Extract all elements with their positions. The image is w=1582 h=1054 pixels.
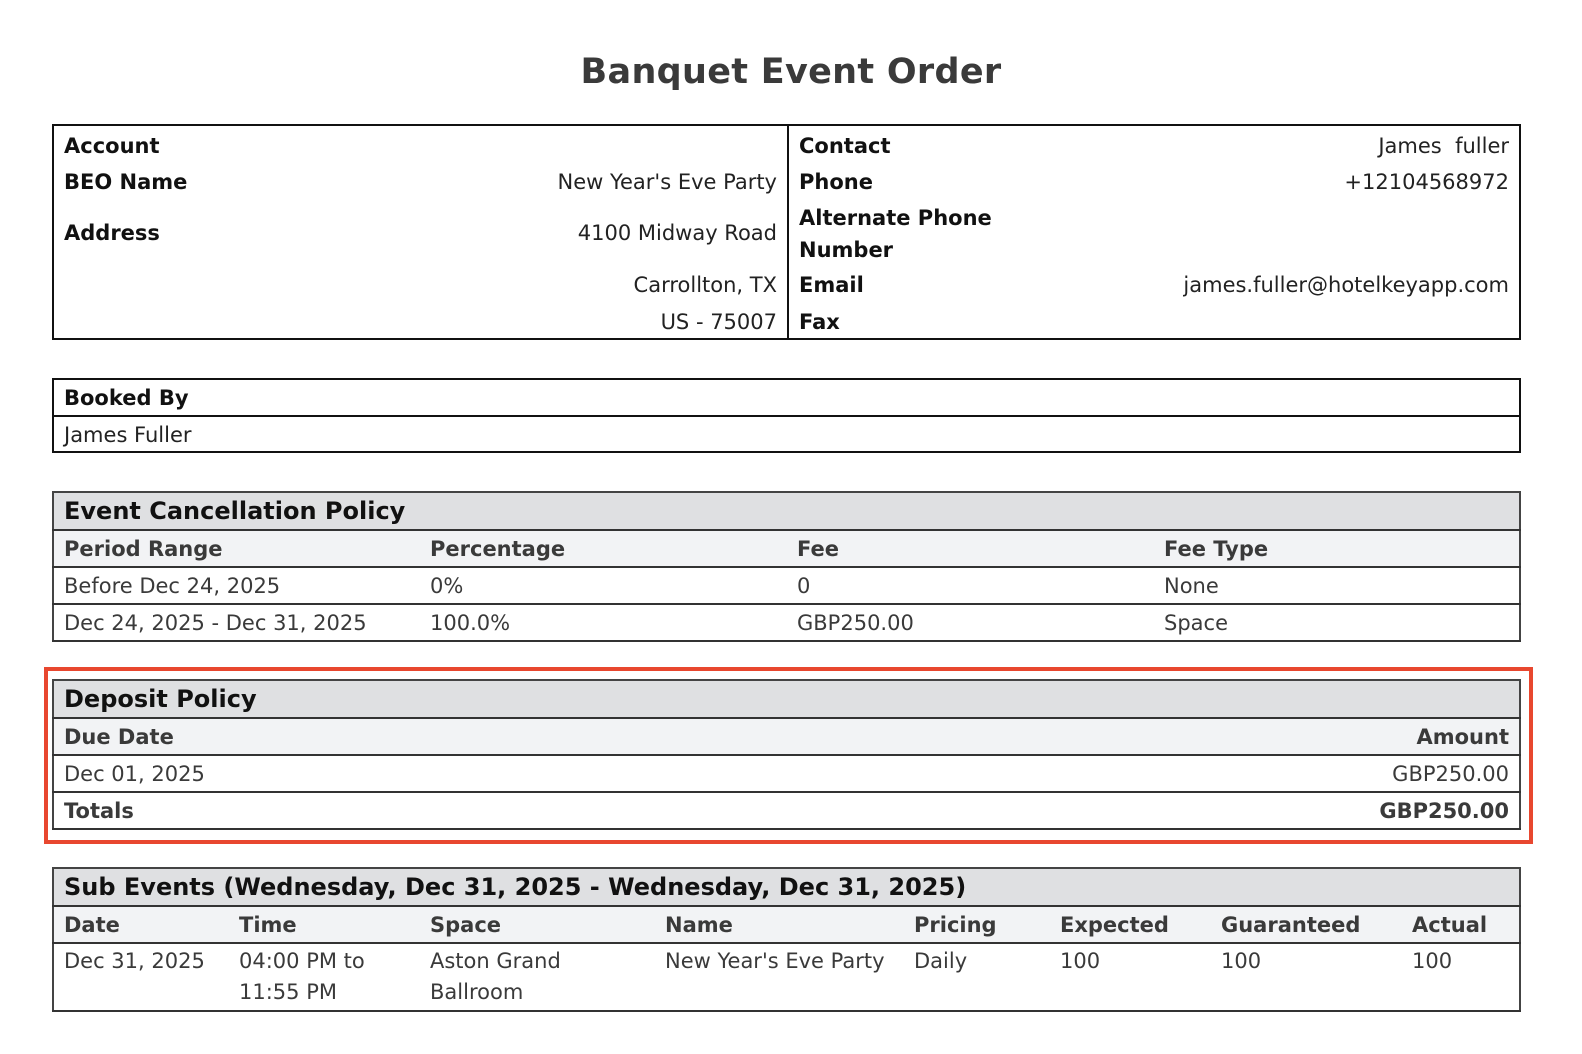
- beo-info-table: [52, 124, 1521, 340]
- column-header: Due Date: [53, 718, 787, 755]
- booked-by-value: James Fuller: [64, 423, 192, 447]
- address-line1: 4100 Midway Road: [577, 221, 777, 245]
- address-row-2: [64, 269, 777, 301]
- column-header: Actual: [1402, 906, 1520, 943]
- totals-value: GBP250.00: [787, 792, 1521, 829]
- table-row: Dec 24, 2025 - Dec 31, 2025 100.0% GBP250.00 Space: [53, 604, 1520, 641]
- table-row: Dec 31, 2025 04:00 PM to 11:55 PM Aston Grand Ballroom New Year's Eve Party Daily 100 100 100: [53, 943, 1520, 1011]
- phone-row: [799, 166, 1509, 198]
- page-title: Banquet Event Order: [580, 52, 1002, 92]
- cancellation-policy-title: Event Cancellation Policy: [53, 492, 1520, 530]
- booked-by-table: [52, 378, 1521, 453]
- alt-phone-row: [799, 202, 1509, 266]
- address-label: Address: [64, 221, 160, 245]
- column-header: Fee: [787, 530, 1154, 567]
- fax-label: Fax: [799, 310, 840, 334]
- column-header: Period Range: [53, 530, 420, 567]
- sub-events-table: [52, 867, 1521, 1012]
- email-row: [799, 269, 1509, 301]
- email-label: Email: [799, 273, 864, 297]
- column-header: Guaranteed: [1211, 906, 1402, 943]
- column-header: Name: [655, 906, 904, 943]
- table-header: [53, 718, 1520, 755]
- account-row: [64, 130, 777, 162]
- contact-row: [799, 130, 1509, 162]
- account-label: Account: [64, 134, 160, 158]
- contact-label: Contact: [799, 134, 891, 158]
- address-row-3: [64, 306, 777, 338]
- address-line2: Carrollton, TX: [633, 273, 777, 297]
- contact-value: James fuller: [1378, 134, 1509, 158]
- beo-name-row: [64, 166, 777, 198]
- column-header: Time: [229, 906, 420, 943]
- column-header: Amount: [787, 718, 1521, 755]
- deposit-policy-table: [52, 679, 1521, 830]
- fax-row: [799, 306, 1509, 338]
- totals-label: Totals: [53, 792, 787, 829]
- contact-details: [789, 126, 1519, 338]
- beo-name-value: New Year's Eve Party: [557, 170, 777, 194]
- address-line3: US - 75007: [660, 310, 777, 334]
- column-header: Percentage: [420, 530, 787, 567]
- email-value[interactable]: james.fuller@hotelkeyapp.com: [1183, 273, 1509, 297]
- sub-events-title: Sub Events (Wednesday, Dec 31, 2025 - Wednesday, Dec 31, 2025): [53, 868, 1520, 906]
- address-row: [64, 217, 777, 249]
- column-header: Space: [420, 906, 655, 943]
- phone-label: Phone: [799, 170, 873, 194]
- column-header: Pricing: [904, 906, 1050, 943]
- deposit-policy-title: Deposit Policy: [53, 680, 1520, 718]
- cancellation-policy-table: [52, 491, 1521, 642]
- booked-by-label: Booked By: [54, 380, 1519, 417]
- table-row: Dec 01, 2025 GBP250.00: [53, 755, 1520, 792]
- totals-row: [53, 792, 1520, 829]
- column-header: Date: [53, 906, 229, 943]
- alt-phone-label: Alternate Phone Number: [799, 206, 992, 262]
- table-header: [53, 906, 1520, 943]
- beo-name-label: BEO Name: [64, 170, 188, 194]
- column-header: Expected: [1050, 906, 1211, 943]
- phone-value: +12104568972: [1344, 170, 1509, 194]
- table-header: [53, 530, 1520, 567]
- account-details: [54, 126, 789, 338]
- column-header: Fee Type: [1154, 530, 1520, 567]
- table-row: Before Dec 24, 2025 0% 0 None: [53, 567, 1520, 604]
